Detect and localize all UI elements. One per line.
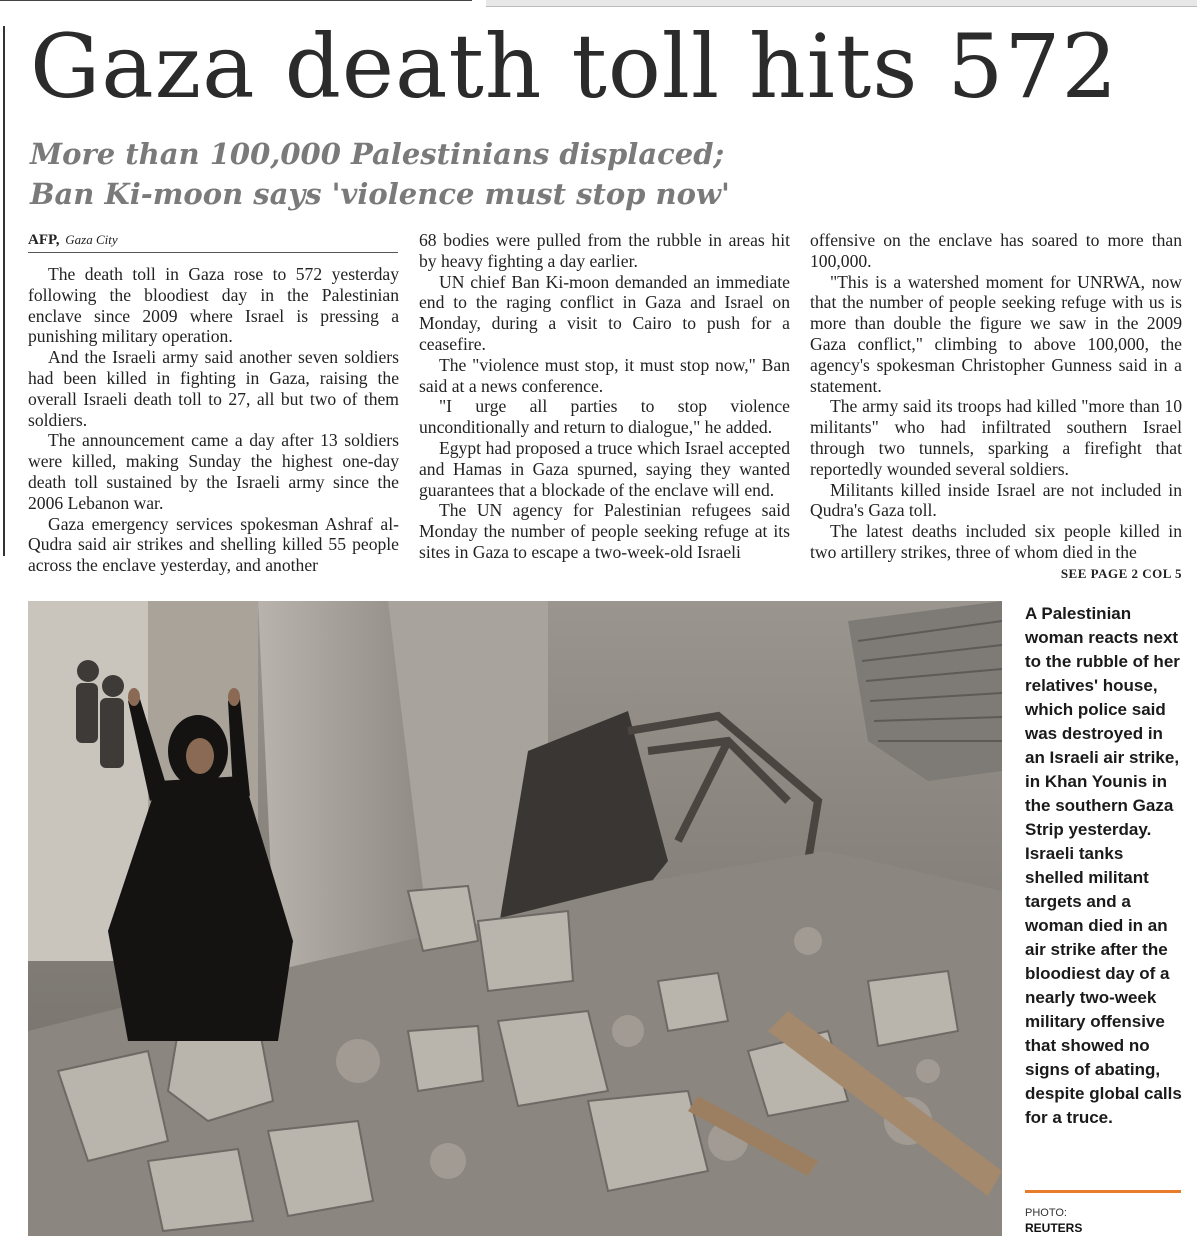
top-rule-right (486, 0, 1197, 7)
continuation-jump: SEE PAGE 2 COL 5 (1060, 566, 1182, 581)
article-column-3 (810, 230, 1182, 563)
article-paragraph: The latest deaths included six people killed in two artillery strikes, three of whom died in the (810, 521, 1182, 562)
photo-caption: A Palestinian woman reacts next to the rubble of her relatives' house, which police said was destroyed in an Israeli air strike, in Khan Younis in the southern Gaza Strip yesterday. Israeli tanks shelled militant targets and a woman died in an air strike after the bloodiest day of a nearly two-week military offensive that showed no signs of abating, despite global calls for a truce. (1025, 604, 1182, 1127)
article-column-2 (419, 230, 790, 563)
article-column-1 (28, 264, 399, 576)
credit-rule (1025, 1190, 1181, 1193)
article-paragraph: "This is a watershed moment for UNRWA, now that the number of people seeking refuge with us is more than double the figure we saw in the 2009 Gaza conflict," climbing to above 100,000, the agency's spokesman Christopher Gunness said in a statement. (810, 271, 1182, 396)
left-column-rule (3, 26, 5, 556)
article-paragraph: And the Israeli army said another seven soldiers had been killed in fighting in Gaza, raising the overall Israeli death toll to 27, all but two of them soldiers. (28, 347, 399, 430)
subheadline: More than 100,000 Palestinians displaced; Ban Ki-moon says 'violence must stop now' (30, 137, 730, 211)
article-paragraph: offensive on the enclave has soared to more than 100,000. (810, 230, 1182, 271)
byline-agency: AFP, (28, 232, 60, 248)
article-paragraph: The announcement came a day after 13 soldiers were killed, making Sunday the highest one-day death toll sustained by the Israeli army since the 2006 Lebanon war. (28, 430, 399, 513)
article-paragraph: The army said its troops had killed "more than 10 militants" who had infiltrated southern Israel through two tunnels, sparking a firefight that reportedly wounded several soldiers. (810, 396, 1182, 479)
article-paragraph: 68 bodies were pulled from the rubble in areas hit by heavy fighting a day earlier. (419, 230, 790, 271)
article-paragraph: The UN agency for Palestinian refugees said Monday the number of people seeking refuge at its sites in Gaza to escape a two-week-old Israeli (419, 500, 790, 562)
article-paragraph: Gaza emergency services spokesman Ashraf al-Qudra said air strikes and shelling killed 55 people across the enclave yesterday, and another (28, 513, 399, 576)
photo-credit-source: REUTERS (1025, 1221, 1083, 1235)
headline: Gaza death toll hits 572 (30, 15, 1119, 118)
byline-place: Gaza City (65, 232, 118, 247)
article-paragraph: Egypt had proposed a truce which Israel accepted and Hamas in Gaza spurned, saying they wanted guarantees that a blockade of the enclave will end. (419, 437, 790, 500)
article-paragraph: UN chief Ban Ki-moon demanded an immediate end to the raging conflict in Gaza and Israel on Monday, during a visit to Cairo to push for a ceasefire. (419, 271, 790, 354)
article-paragraph: Militants killed inside Israel are not included in Qudra's Gaza toll. (810, 479, 1182, 521)
article-paragraph: "I urge all parties to stop violence unconditionally and return to dialogue," he added. (419, 396, 790, 438)
byline (28, 230, 398, 253)
article-paragraph: The "violence must stop, it must stop now," Ban said at a news conference. (419, 354, 790, 396)
photo-credit (1025, 1206, 1082, 1236)
article-paragraph: The death toll in Gaza rose to 572 yesterday following the bloodiest day in the Palestinian enclave since 2009 where Israel is pressing a punishing military operation. (28, 264, 399, 347)
news-photo (28, 601, 1002, 1236)
photo-credit-label: PHOTO: (1025, 1207, 1067, 1219)
top-rule-left (0, 0, 472, 4)
